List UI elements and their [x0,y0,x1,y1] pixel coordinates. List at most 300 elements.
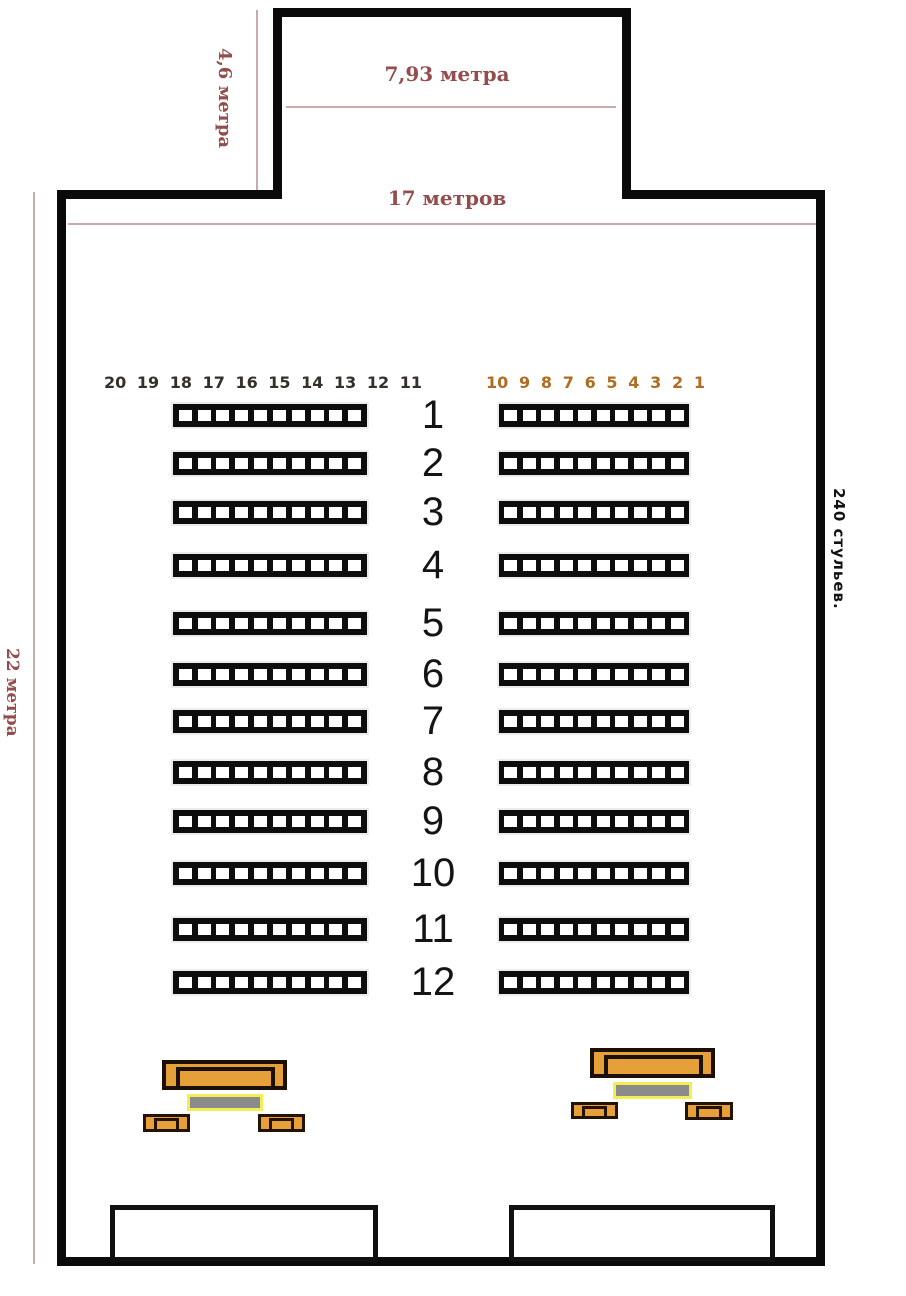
seat [578,924,591,935]
seat [273,977,286,988]
seat [597,977,610,988]
hall-top-wall-right-segment [622,190,825,199]
row-number-7: 7 [421,699,445,743]
seat [198,410,211,421]
seat [179,458,192,469]
seat [671,618,684,629]
seat [504,716,517,727]
seat [541,816,554,827]
seat [254,458,267,469]
seat [578,767,591,778]
seat [273,816,286,827]
seat [348,669,361,680]
row-number-12: 12 [410,960,456,1004]
left-seat-block-row-7 [173,710,367,733]
seat [560,458,573,469]
bottom-right-platform [509,1205,775,1262]
seat [634,410,647,421]
hall-left-wall [57,190,66,1266]
seat [329,816,342,827]
seat [523,767,536,778]
seat [329,618,342,629]
seat [235,977,248,988]
seat [652,458,665,469]
seat [634,816,647,827]
row-number-1: 1 [421,393,445,437]
seat-number-8: 8 [540,373,552,392]
left-side-table-1-top [154,1118,179,1129]
row-number-9: 9 [421,799,445,843]
seat [216,977,229,988]
seat [216,816,229,827]
left-side-table-1 [143,1114,190,1132]
seat [652,716,665,727]
seat [254,716,267,727]
alcove-width-dimension-line [286,106,616,108]
seat [652,868,665,879]
seat [329,924,342,935]
row-number-11: 11 [412,907,454,951]
seat [292,507,305,518]
seat [348,924,361,935]
seat [578,458,591,469]
seat [292,618,305,629]
seat [348,458,361,469]
seat [235,767,248,778]
seat [560,410,573,421]
seat [560,669,573,680]
alcove-width-label: 7,93 метра [384,62,510,86]
seat [216,868,229,879]
row-number-6: 6 [421,652,445,696]
seat [198,560,211,571]
row-number-10: 10 [410,851,456,895]
seat [597,924,610,935]
seat [348,767,361,778]
seat [634,924,647,935]
seat-number-9: 9 [518,373,531,392]
right-seat-block-row-2 [499,452,689,475]
seat [634,507,647,518]
chairs-total-label: 240 стульев. [830,488,848,610]
seat [615,669,628,680]
seat [198,618,211,629]
seat [235,618,248,629]
seat-number-19: 19 [136,373,160,392]
seat [292,669,305,680]
seat [292,924,305,935]
alcove-left-wall [273,8,282,199]
seat [292,868,305,879]
seat [504,977,517,988]
right-side-table-1 [571,1102,618,1119]
right-seat-block-row-5 [499,612,689,635]
seat [329,716,342,727]
seat [348,560,361,571]
seat [216,507,229,518]
seat [292,767,305,778]
seat [523,507,536,518]
seat [652,560,665,571]
seat [235,868,248,879]
seat [671,816,684,827]
seat [671,410,684,421]
seat [311,507,324,518]
hall-length-dimension-line [33,192,35,1264]
seat [671,924,684,935]
seat [671,977,684,988]
seat [504,458,517,469]
left-seat-block-row-6 [173,663,367,686]
seat [348,868,361,879]
seat [560,560,573,571]
left-seat-numbers-header [104,373,422,392]
seat [597,560,610,571]
right-seat-block-row-8 [499,761,689,784]
row-number-5: 5 [421,601,445,645]
left-seat-block-row-5 [173,612,367,635]
seat [671,560,684,571]
seat-number-10: 10 [486,373,509,392]
left-seat-block-row-9 [173,810,367,833]
seat [273,560,286,571]
seat [216,669,229,680]
seat [254,816,267,827]
right-side-table-1-top [582,1106,607,1116]
left-head-table [162,1060,287,1090]
seat-number-17: 17 [202,373,225,392]
seat [652,767,665,778]
seat [523,924,536,935]
left-seat-block-row-10 [173,862,367,885]
seat [348,507,361,518]
row-number-2: 2 [421,441,445,485]
alcove-top-wall [273,8,631,17]
seat [671,458,684,469]
seat [235,410,248,421]
seat [198,977,211,988]
seat [273,868,286,879]
seat [634,767,647,778]
seat [615,507,628,518]
seat [671,767,684,778]
left-seat-block-row-3 [173,501,367,524]
seat [179,410,192,421]
seat [541,977,554,988]
seat [597,716,610,727]
seat [292,977,305,988]
seat [329,458,342,469]
seat [652,507,665,518]
seat [541,868,554,879]
seat [179,669,192,680]
seat [578,410,591,421]
seat [348,816,361,827]
seat [504,669,517,680]
seat [578,507,591,518]
seat [179,716,192,727]
seat [311,560,324,571]
seat [560,868,573,879]
seat [216,560,229,571]
seat [615,816,628,827]
seat [597,669,610,680]
seat [615,716,628,727]
seat [348,618,361,629]
left-seat-block-row-4 [173,554,367,577]
seat-number-13: 13 [334,373,357,392]
seat [235,716,248,727]
seat-number-15: 15 [268,373,291,392]
right-seat-block-row-3 [499,501,689,524]
seat [523,560,536,571]
right-side-table-2 [685,1102,733,1120]
seat [216,767,229,778]
seat [578,669,591,680]
left-seat-block-row-1 [173,404,367,427]
seat [254,560,267,571]
seat [504,816,517,827]
seat [504,410,517,421]
seat [615,618,628,629]
seat [578,868,591,879]
seat [216,924,229,935]
seat [578,618,591,629]
seat [179,767,192,778]
seat [615,458,628,469]
seat [292,716,305,727]
seat [216,716,229,727]
right-seat-block-row-11 [499,918,689,941]
seat [652,977,665,988]
seat [578,977,591,988]
row-number-8: 8 [421,750,445,794]
seat [671,507,684,518]
seat [504,507,517,518]
seat [652,410,665,421]
seat [329,977,342,988]
seat [198,716,211,727]
seat [254,767,267,778]
row-number-4: 4 [421,543,445,587]
seat [292,410,305,421]
seat [597,618,610,629]
seat [311,977,324,988]
seat-number-12: 12 [366,373,390,392]
seat [560,977,573,988]
seat-number-6: 6 [584,373,596,392]
seat [541,767,554,778]
seat [273,716,286,727]
seat [292,816,305,827]
seat [523,816,536,827]
seat [179,977,192,988]
seat [615,924,628,935]
left-side-table-2 [258,1114,305,1132]
seat [273,458,286,469]
seat-number-14: 14 [301,373,324,392]
seat [348,410,361,421]
right-seat-block-row-10 [499,862,689,885]
seat [198,767,211,778]
hall-width-label: 17 метров [387,186,507,210]
seat [560,816,573,827]
seat [541,618,554,629]
seat-number-11: 11 [399,373,422,392]
right-head-table [590,1048,715,1078]
seat [311,924,324,935]
seat [541,924,554,935]
seat [292,458,305,469]
alcove-depth-dimension-line [256,10,258,190]
seat [597,816,610,827]
seat [671,868,684,879]
seat-number-1: 1 [693,373,705,392]
seat [311,868,324,879]
seat [198,816,211,827]
seat [273,410,286,421]
seat [504,618,517,629]
seat [311,618,324,629]
seat [311,716,324,727]
seat [523,669,536,680]
right-side-table-2-top [696,1106,722,1117]
seat [311,669,324,680]
seat [578,716,591,727]
bottom-left-platform [110,1205,378,1262]
seat [671,669,684,680]
hall-length-label: 22 метра [2,648,22,737]
seat [541,410,554,421]
seat [541,560,554,571]
seat [329,560,342,571]
seat [597,868,610,879]
seat [504,560,517,571]
seat [634,669,647,680]
seat [179,924,192,935]
seat [254,410,267,421]
right-seat-block-row-6 [499,663,689,686]
seat [179,816,192,827]
seat [634,977,647,988]
seat-number-4: 4 [628,373,640,392]
seat [597,410,610,421]
seat [198,924,211,935]
right-seat-block-row-4 [499,554,689,577]
seat [541,669,554,680]
seat [504,767,517,778]
seat [235,458,248,469]
seat [235,560,248,571]
seat [634,868,647,879]
seat [311,767,324,778]
seat [523,618,536,629]
hall-top-wall-left-segment [57,190,282,199]
seat [235,924,248,935]
seat [504,868,517,879]
seat [329,507,342,518]
right-screen [613,1082,692,1099]
seat [541,716,554,727]
seat [634,716,647,727]
seat [671,716,684,727]
seat [179,507,192,518]
seat [615,767,628,778]
seat [597,507,610,518]
seat [329,868,342,879]
seat [292,560,305,571]
seat-number-5: 5 [606,373,618,392]
left-head-table-top [176,1067,275,1086]
seat [578,560,591,571]
seat [615,410,628,421]
seat [273,924,286,935]
left-seat-block-row-2 [173,452,367,475]
seat [523,410,536,421]
seat [523,977,536,988]
right-seat-block-row-1 [499,404,689,427]
seat [615,868,628,879]
seat [348,716,361,727]
seat [235,816,248,827]
seat [179,868,192,879]
seat [541,458,554,469]
hall-right-wall [816,190,825,1266]
seat-number-3: 3 [650,373,662,392]
seat [348,977,361,988]
seat [254,507,267,518]
hall-width-dimension-line [68,223,816,225]
seat-number-7: 7 [562,373,574,392]
seat [615,560,628,571]
seat [254,924,267,935]
left-seat-block-row-12 [173,971,367,994]
seat [311,458,324,469]
seat [652,924,665,935]
seat [652,669,665,680]
seat [273,767,286,778]
seat [179,618,192,629]
seat [216,458,229,469]
right-seat-block-row-7 [499,710,689,733]
seat [523,868,536,879]
seat [560,618,573,629]
seat [652,816,665,827]
seat [216,410,229,421]
seat [523,458,536,469]
seat [634,618,647,629]
right-head-table-top [604,1055,703,1074]
left-seat-block-row-8 [173,761,367,784]
seat-number-2: 2 [672,373,684,392]
seat [578,816,591,827]
right-seat-block-row-9 [499,810,689,833]
seat [634,560,647,571]
right-seat-block-row-12 [499,971,689,994]
row-number-3: 3 [421,490,445,534]
seat-number-16: 16 [235,373,258,392]
seat [235,507,248,518]
seat [652,618,665,629]
seat [198,669,211,680]
seat [597,458,610,469]
seat [329,410,342,421]
seat [560,507,573,518]
seat [235,669,248,680]
seat-number-20: 20 [104,373,127,392]
seat [179,560,192,571]
right-seat-numbers-header [486,373,705,392]
